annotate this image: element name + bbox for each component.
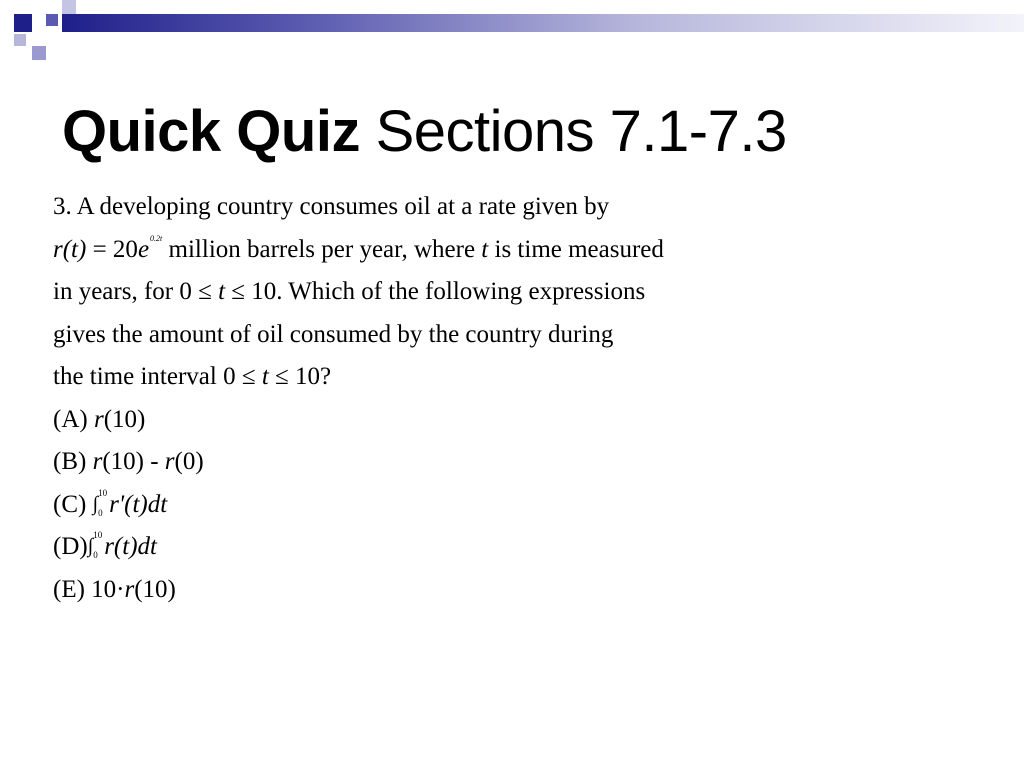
option-d-integral-sign: ∫ (87, 535, 94, 557)
option-b-r1: r (92, 448, 103, 475)
option-c-label: (C) (53, 490, 93, 518)
option-a (53, 399, 953, 442)
question-line-2 (53, 229, 953, 272)
line3-text-b: ≤ 10. Which of the following expressions (225, 278, 646, 305)
option-d-expr: r(t)dt (104, 533, 157, 560)
title-rest: Sections 7.1-7.3 (375, 99, 787, 164)
title-bold: Quick Quiz (62, 99, 360, 164)
option-d-label: (D) (53, 533, 88, 560)
line2-text-b: is time measured (488, 235, 664, 263)
option-c-expr: r'(t)dt (109, 490, 168, 518)
option-a-label: (A) (53, 405, 94, 433)
line3-text-a: in years, for 0 ≤ (53, 278, 219, 305)
option-c-integral-sign: ∫ (92, 492, 99, 515)
option-d (53, 526, 953, 569)
line5-text-b: ≤ 10? (268, 363, 332, 390)
question-line-1: 3. A developing country consumes oil at a rate given by (53, 193, 610, 220)
option-c-lower: 0 (98, 507, 103, 518)
option-c-limits (98, 487, 109, 518)
line5-text-a: the time interval 0 ≤ (53, 363, 262, 390)
option-d-lower: 0 (93, 550, 98, 561)
deco-square (32, 46, 46, 60)
deco-square (14, 14, 32, 32)
option-c (53, 484, 953, 527)
option-b-label: (B) (53, 448, 93, 475)
slide-title (62, 94, 787, 170)
question-line-4: gives the amount of oil consumed by the country during (53, 320, 614, 348)
question-body (53, 186, 953, 611)
option-a-r: r (93, 405, 104, 433)
deco-square (62, 0, 76, 14)
option-d-upper: 10 (93, 530, 103, 541)
line3-var: t (218, 278, 226, 305)
deco-square (46, 14, 58, 26)
line2-var: t (481, 235, 489, 263)
rate-equals: = 20 (86, 235, 138, 263)
exp-exponent: 0.2t (150, 233, 163, 243)
deco-square (14, 34, 26, 46)
exp-base: e (137, 235, 150, 263)
option-c-upper: 10 (98, 487, 108, 498)
option-a-expr: (10) (103, 405, 146, 433)
option-d-limits (93, 530, 104, 561)
option-b-expr2: (0) (174, 448, 204, 475)
question-line-3 (53, 271, 953, 314)
option-e-r: r (124, 575, 135, 603)
option-e-expr: (10) (134, 575, 176, 603)
option-e (53, 569, 953, 612)
rate-function: r(t) (53, 235, 87, 263)
option-b-expr1: (10) - (102, 448, 165, 475)
question-line-5 (53, 356, 953, 399)
option-e-label: (E) 10· (53, 575, 125, 603)
line2-text-a: million barrels per year, where (162, 235, 482, 263)
option-b (53, 441, 953, 484)
option-b-r2: r (164, 448, 175, 475)
line5-var: t (261, 363, 269, 390)
header-gradient-bar (62, 14, 1024, 32)
slide-header-decoration (0, 0, 1024, 62)
